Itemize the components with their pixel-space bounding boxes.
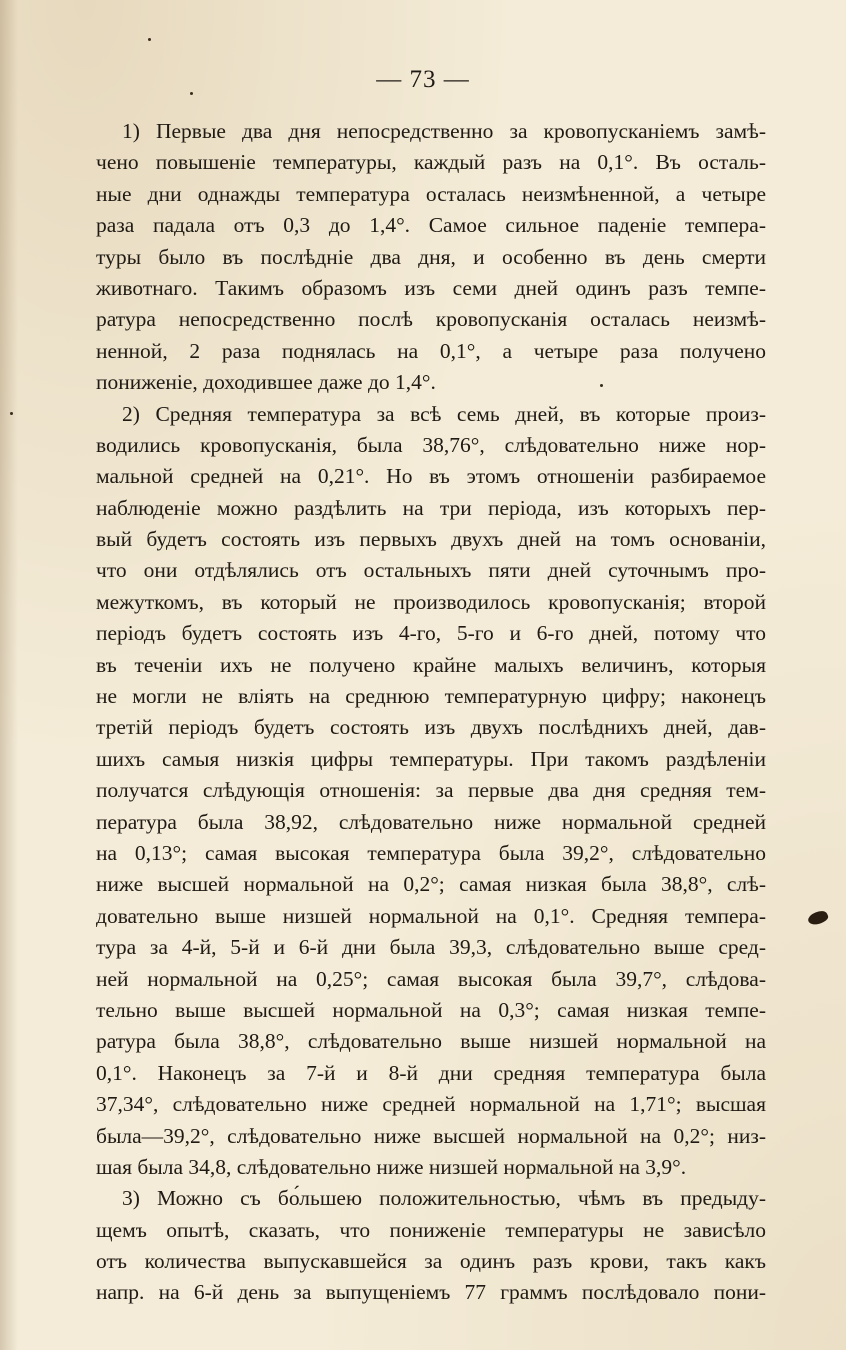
text-line: 3) Можно съ бо́льшею положительностью, чѣмъ въ предыду- bbox=[122, 1186, 766, 1211]
text-line: періодъ будетъ состоять изъ 4-го, 5-го и 6-го дней, потому что bbox=[96, 621, 766, 646]
page-number: — 73 — bbox=[376, 66, 470, 93]
text-line: ные дни однажды температура осталась неизмѣненной, а четыре bbox=[96, 181, 766, 206]
text-line: 1) Первые два дня непосредственно за кровопусканіемъ замѣ- bbox=[122, 119, 766, 143]
text-line: чено повышеніе температуры, каждый разъ на 0,1°. Въ осталь- bbox=[96, 150, 766, 175]
text-line: водились кровопусканія, была 38,76°, слѣдовательно ниже нор- bbox=[96, 432, 766, 457]
text-line: ненной, 2 раза поднялась на 0,1°, а четыре раза получено bbox=[96, 338, 766, 363]
ink-blot bbox=[806, 908, 829, 927]
text-line: ратура непосредственно послѣ кровопусканія осталась неизмѣ- bbox=[96, 307, 766, 332]
text-line: ратура была 38,8°, слѣдовательно выше низшей нормальной на bbox=[96, 1029, 766, 1054]
text-line: пониженіе, доходившее даже до 1,4°. bbox=[96, 370, 436, 395]
text-line: межуткомъ, въ который не производилось кровопусканія; второй bbox=[96, 589, 766, 614]
text-line: шихъ самыя низкія цифры температуры. При такомъ раздѣленіи bbox=[96, 746, 766, 771]
text-line: вый будетъ состоять изъ первыхъ двухъ дней на томъ основаніи, bbox=[96, 527, 766, 552]
text-line: тура за 4-й, 5-й и 6-й дни была 39,3, слѣдовательно выше сред- bbox=[96, 935, 766, 960]
text-line: на 0,13°; самая высокая температура была 39,2°, слѣдовательно bbox=[96, 840, 766, 865]
paragraph-1 bbox=[96, 116, 766, 399]
text-line: тельно выше высшей нормальной на 0,3°; самая низкая темпе- bbox=[96, 997, 766, 1022]
text-line: щемъ опытѣ, сказать, что пониженіе температуры не зависѣло bbox=[96, 1217, 766, 1242]
paper-speck bbox=[10, 412, 13, 415]
page-spine-shadow bbox=[0, 0, 18, 1350]
paragraph-3 bbox=[96, 1183, 766, 1309]
body-text bbox=[96, 116, 766, 1309]
text-line: шая была 34,8, слѣдовательно ниже низшей нормальной на 3,9°. bbox=[96, 1154, 687, 1179]
text-line: не могли не вліять на среднюю температурную цифру; наконецъ bbox=[96, 684, 766, 709]
text-line: раза падала отъ 0,3 до 1,4°. Самое сильное паденіе темпера- bbox=[96, 213, 766, 238]
text-line: получатся слѣдующія отношенія: за первые два дня средняя тем- bbox=[96, 778, 766, 803]
text-line: третій періодъ будетъ состоять изъ двухъ послѣднихъ дней, дав- bbox=[96, 715, 766, 740]
text-line: въ теченіи ихъ не получено крайне малыхъ величинъ, которыя bbox=[96, 652, 766, 677]
text-line: туры было въ послѣдніе два дня, и особенно въ день смерти bbox=[96, 244, 766, 269]
text-line: ней нормальной на 0,25°; самая высокая была 39,7°, слѣдова- bbox=[96, 966, 766, 991]
paper-speck bbox=[190, 92, 193, 95]
text-line: довательно выше низшей нормальной на 0,1°. Средняя темпера- bbox=[96, 903, 766, 928]
text-line: напр. на 6-й день за выпущеніемъ 77 граммъ послѣдовало пони- bbox=[96, 1280, 766, 1305]
text-line: что они отдѣлялись отъ остальныхъ пяти дней суточнымъ про- bbox=[96, 558, 766, 583]
text-line: пература была 38,92, слѣдовательно ниже нормальной средней bbox=[96, 809, 766, 834]
text-line: 2) Средняя температура за всѣ семь дней, въ которые произ- bbox=[122, 401, 766, 426]
text-line: наблюденіе можно раздѣлить на три періода, изъ которыхъ пер- bbox=[96, 495, 766, 520]
paper-speck bbox=[148, 38, 151, 41]
text-line: животнаго. Такимъ образомъ изъ семи дней одинъ разъ темпе- bbox=[96, 275, 766, 300]
paragraph-2 bbox=[96, 399, 766, 1184]
text-line: ниже высшей нормальной на 0,2°; самая низкая была 38,8°, слѣ- bbox=[96, 872, 766, 897]
text-line: отъ количества выпускавшейся за одинъ разъ крови, такъ какъ bbox=[96, 1249, 766, 1274]
text-line: мальной средней на 0,21°. Но въ этомъ отношеніи разбираемое bbox=[96, 464, 766, 489]
text-line: была—39,2°, слѣдовательно ниже высшей нормальной на 0,2°; низ- bbox=[96, 1123, 766, 1148]
text-line: 0,1°. Наконецъ за 7-й и 8-й дни средняя температура была bbox=[96, 1060, 766, 1085]
paper-speck bbox=[600, 384, 603, 387]
text-line: 37,34°, слѣдовательно ниже средней нормальной на 1,71°; высшая bbox=[96, 1092, 766, 1117]
